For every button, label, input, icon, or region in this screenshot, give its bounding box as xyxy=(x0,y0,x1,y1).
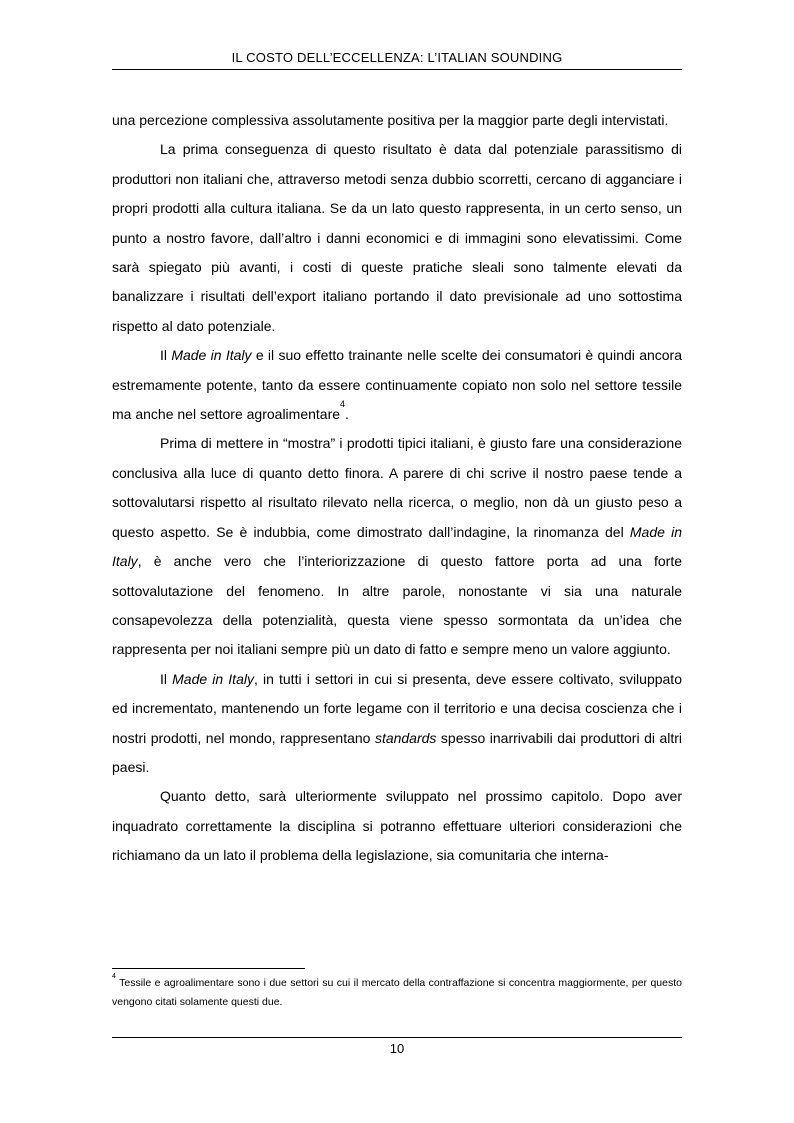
paragraph-4 xyxy=(112,429,682,664)
body-text xyxy=(112,106,682,871)
footnote-reference[interactable]: 4 xyxy=(340,399,346,410)
text-span: Prima di mettere in “mostra” i prodotti tipici italiani, è giusto fare una considerazione conclusiva alla luce di quanto detto finora. A parere di chi scrive il nostro paese tende a sottovalutarsi rispetto al risultato rilevato nella ricerca, o meglio, non dà un giusto peso a questo aspetto. Se è indubbia, come dimostrato dall’indagine, la rinomanza del xyxy=(112,435,682,540)
header-rule xyxy=(112,69,682,70)
text-span: e il suo effetto trainante nelle scelte dei consumatori è quindi ancora estremamente potente, tanto da essere continuamente copiato non solo nel settore tessile ma anche nel settore agroalimentare xyxy=(112,347,683,423)
text-span: spesso inarrivabili dai produttori di altri paesi. xyxy=(112,729,683,775)
paragraph-5 xyxy=(112,665,682,783)
text-span: . xyxy=(345,406,349,423)
footer-rule xyxy=(112,1037,682,1038)
text-span: Il xyxy=(160,347,172,364)
footnote-rule xyxy=(112,968,305,969)
paragraph-1: una percezione complessiva assolutamente positiva per la maggior parte degli intervistati. xyxy=(112,112,669,128)
footnote-text: Tessile e agroalimentare sono i due settori su cui il mercato della contraffazione si concentra maggiormente, per questo vengono citati solamente questi due. xyxy=(112,977,682,1008)
emphasis-made-in-italy: Made in Italy xyxy=(171,347,252,364)
footnote xyxy=(112,974,682,1012)
emphasis-made-in-italy: Made in Italy xyxy=(172,670,254,687)
page-number: 10 xyxy=(389,1041,405,1056)
text-span: , è anche vero che l’interiorizzazione di questo fattore porta ad una forte sottovalutazione del fenomeno. In altre parole, nonostante vi sia una naturale consapevolezza della potenzialità, questa viene spesso sormontata da un’idea che rappresenta per noi italiani sempre più un dato di fatto e sempre meno un valore aggiunto. xyxy=(112,553,682,658)
running-header: IL COSTO DELL’ECCELLENZA: L’ITALIAN SOUNDING xyxy=(231,50,563,65)
paragraph-3 xyxy=(112,341,682,429)
footnote-number: 4 xyxy=(112,972,116,980)
text-span: Il xyxy=(160,670,173,687)
emphasis-made-in-italy: Made in Italy xyxy=(112,523,682,570)
paragraph-2: La prima conseguenza di questo risultato è data dal potenziale parassitismo di produttori non italiani che, attraverso metodi senza dubbio scorretti, cercano di agganciare i propri prodotti alla cultura italiana. Se da un lato questo rappresenta, in un certo senso, un punto a nostro favore, dall’altro i danni economici e di immagini sono elevatissimi. Come sarà spiegato più avanti, i costi di queste pratiche sleali sono talmente elevati da banalizzare i risultati dell’export italiano portando il dato previsionale ad uno sottostima rispetto al dato potenziale. xyxy=(112,141,682,334)
paragraph-6: Quanto detto, sarà ulteriormente sviluppato nel prossimo capitolo. Dopo aver inquadrato correttamente la disciplina si potranno effettuare ulteriori considerazioni che richiamano da un lato il problema della legislazione, sia comunitaria che interna- xyxy=(112,788,682,864)
text-span: , in tutti i settori in cui si presenta, deve essere coltivato, sviluppato ed incrementato, mantenendo un forte legame con il territorio e una decisa coscienza che i nostri prodotti, nel mondo, rappresentano xyxy=(112,670,682,746)
emphasis-standards: standards xyxy=(374,729,437,746)
